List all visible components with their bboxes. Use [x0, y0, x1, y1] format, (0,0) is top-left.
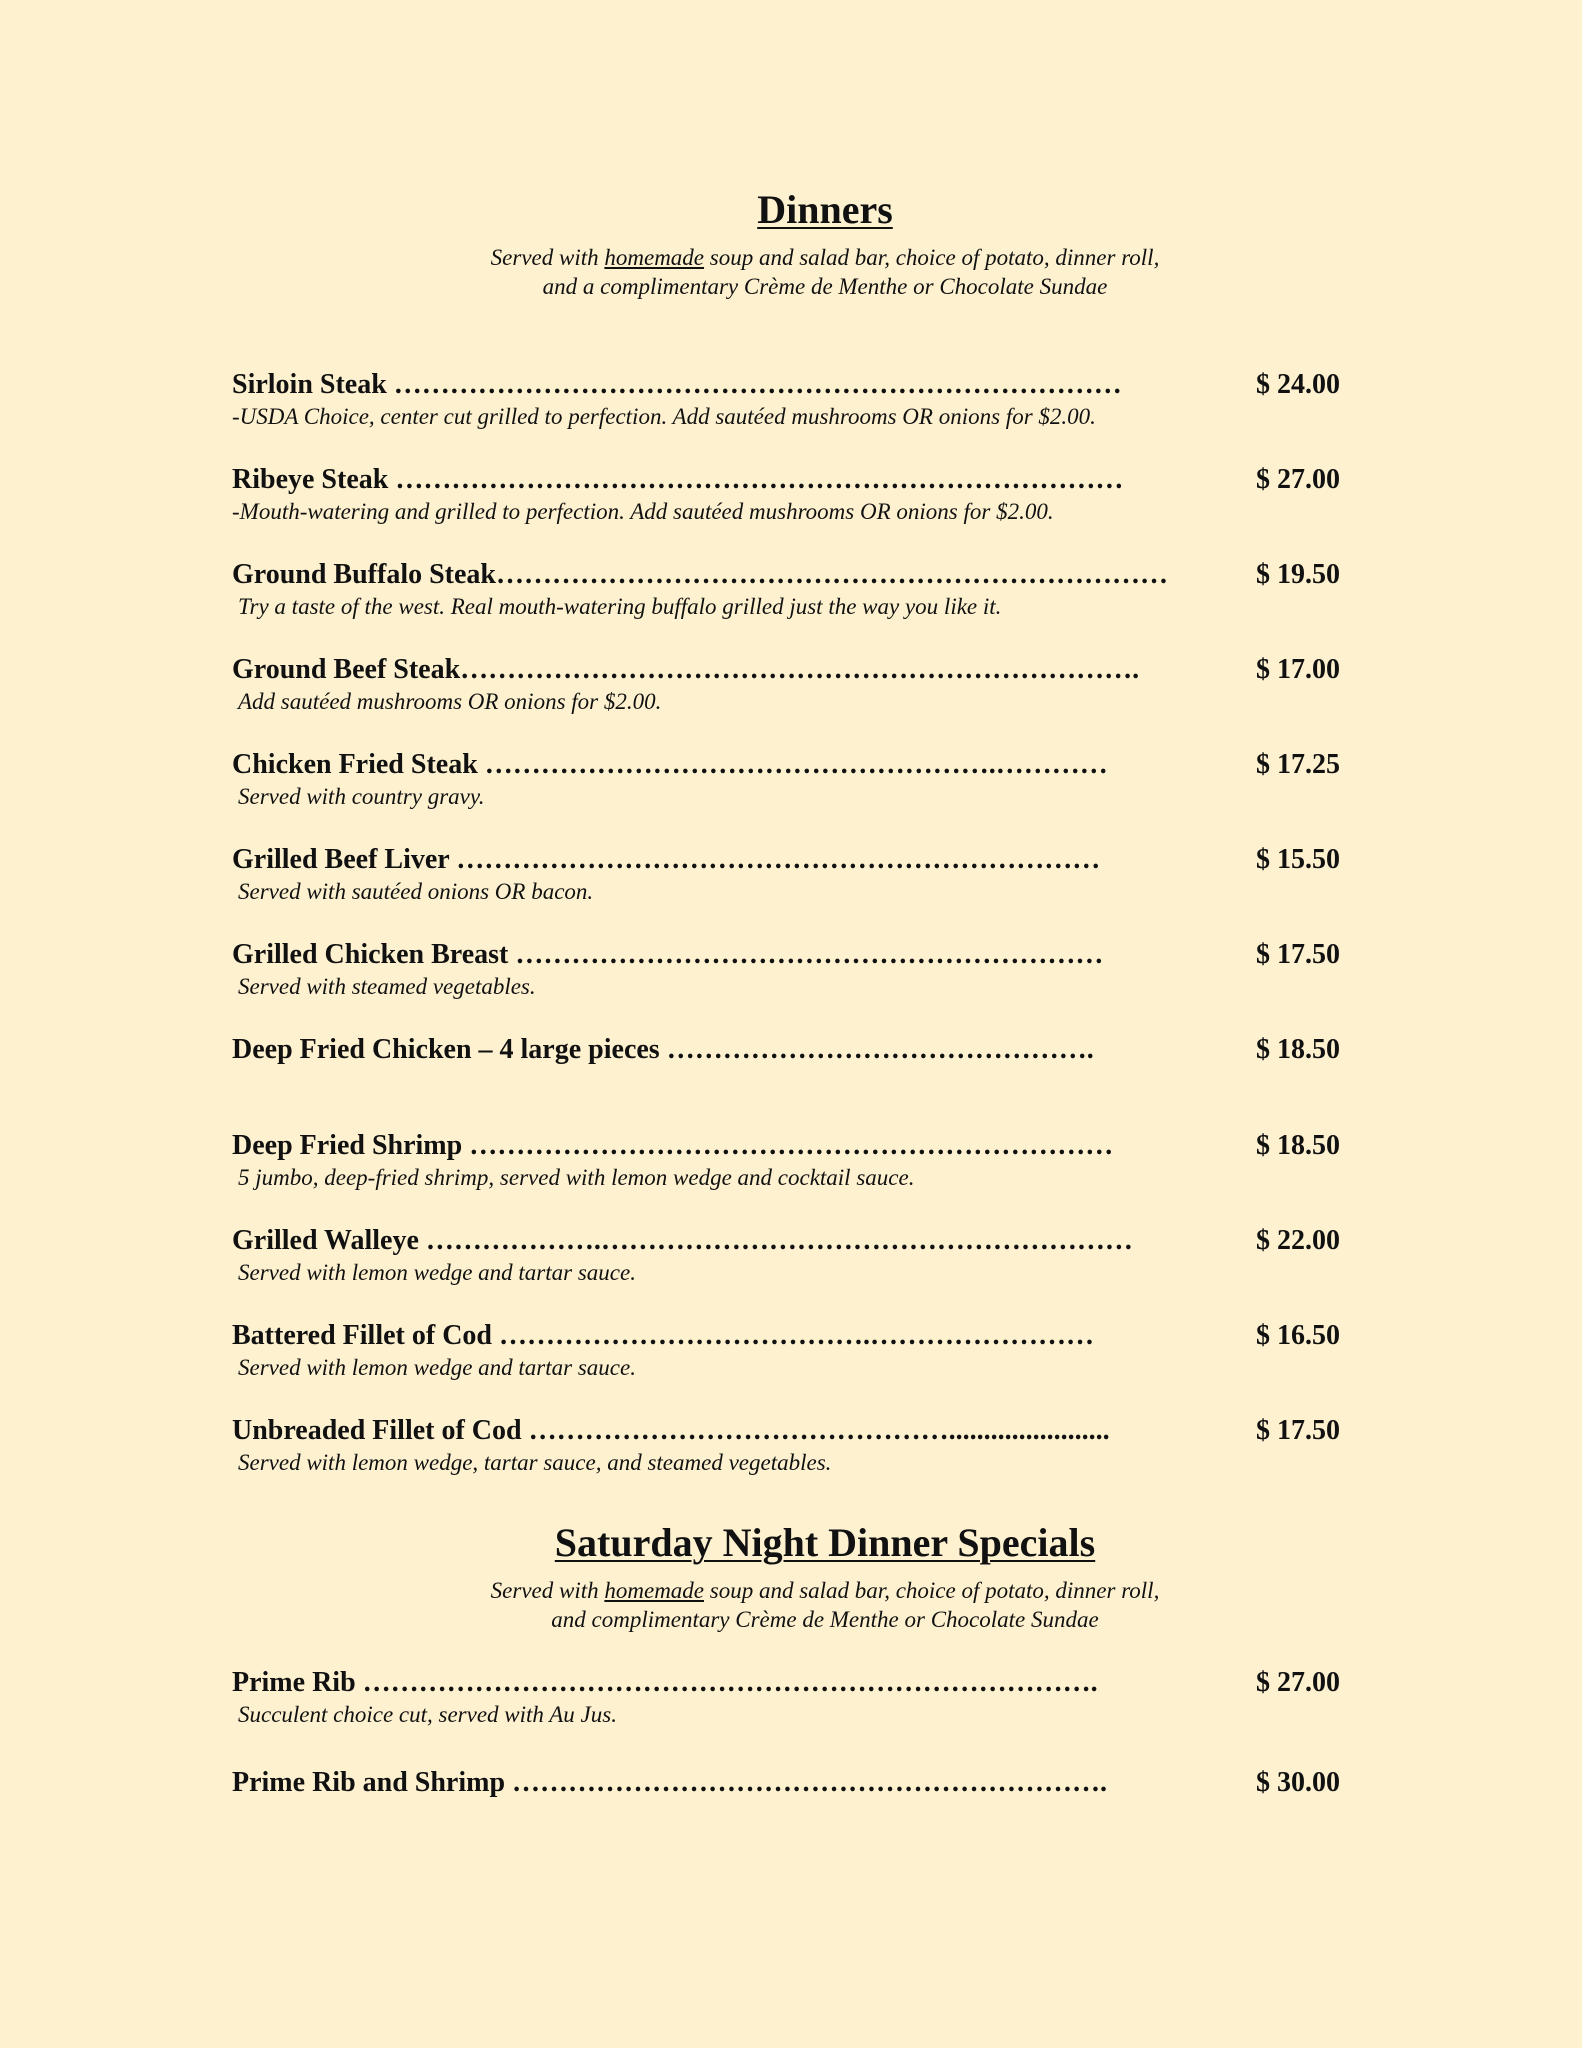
item-name: Ground Buffalo Steak………………………………………………………………	[232, 559, 1168, 590]
item-description: Succulent choice cut, served with Au Jus.	[238, 1702, 617, 1727]
dinners-subtitle-underlined: homemade	[604, 245, 705, 270]
item-price: $ 27.00	[1256, 1667, 1340, 1698]
item-name: Chicken Fried Steak ……………………………………………….…………	[232, 749, 1108, 780]
item-price: $ 30.00	[1256, 1767, 1340, 1798]
specials-subtitle-post: soup and salad bar, choice of potato, dinner roll,	[704, 1578, 1160, 1603]
item-description: Served with lemon wedge, tartar sauce, and steamed vegetables.	[238, 1450, 832, 1475]
specials-subtitle-pre: Served with	[490, 1578, 605, 1603]
item-price: $ 16.50	[1256, 1320, 1340, 1351]
item-description: Served with lemon wedge and tartar sauce.	[238, 1260, 636, 1285]
item-name: Unbreaded Fillet of Cod ……………………………………….......................	[232, 1415, 1110, 1446]
item-name: Ribeye Steak ……………………………………………………………………	[232, 464, 1124, 495]
specials-subtitle	[0, 1576, 1582, 1634]
item-name: Grilled Beef Liver ……………………………………………………………	[232, 844, 1101, 875]
item-name: Deep Fried Chicken – 4 large pieces ……………………………………….	[232, 1034, 1094, 1065]
item-name: Battered Fillet of Cod ………………………………….……………………	[232, 1320, 1094, 1351]
item-description: Try a taste of the west. Real mouth-watering buffalo grilled just the way you like it.	[238, 594, 1002, 619]
item-price: $ 17.50	[1256, 1415, 1340, 1446]
specials-subtitle-underlined: homemade	[604, 1578, 705, 1603]
item-name: Deep Fried Shrimp ……………………………………………………………	[232, 1130, 1114, 1161]
item-name: Ground Beef Steak……………………………………………………………….	[232, 654, 1140, 685]
dinners-subtitle-pre: Served with	[490, 245, 605, 270]
item-price: $ 18.50	[1256, 1034, 1340, 1065]
item-price: $ 17.25	[1256, 749, 1340, 780]
item-description: -USDA Choice, center cut grilled to perfection. Add sautéed mushrooms OR onions for $2.00.	[232, 404, 1096, 429]
item-description: Served with lemon wedge and tartar sauce.	[238, 1355, 636, 1380]
item-description: Add sautéed mushrooms OR onions for $2.00.	[238, 689, 662, 714]
dinners-subtitle	[0, 243, 1582, 301]
specials-title: Saturday Night Dinner Specials	[554, 1520, 1096, 1565]
item-description: -Mouth-watering and grilled to perfection. Add sautéed mushrooms OR onions for $2.00.	[232, 499, 1054, 524]
item-name: Grilled Walleye ……………….…………………………………………………	[232, 1225, 1133, 1256]
item-name: Prime Rib and Shrimp ……………………………………………………….	[232, 1767, 1108, 1798]
item-price: $ 15.50	[1256, 844, 1340, 875]
item-description: Served with steamed vegetables.	[238, 974, 536, 999]
item-name: Grilled Chicken Breast ………………………………………………………	[232, 939, 1104, 970]
item-price: $ 17.50	[1256, 939, 1340, 970]
item-price: $ 17.00	[1256, 654, 1340, 685]
item-description: Served with sautéed onions OR bacon.	[238, 879, 594, 904]
item-price: $ 24.00	[1256, 369, 1340, 400]
dinners-subtitle-line2: and a complimentary Crème de Menthe or Chocolate Sundae	[542, 274, 1108, 299]
item-name: Prime Rib …………………………………………………………………….	[232, 1667, 1098, 1698]
item-name: Sirloin Steak ……………………………………………………………………	[232, 369, 1122, 400]
dinners-title: Dinners	[757, 187, 893, 232]
item-description: 5 jumbo, deep-fried shrimp, served with lemon wedge and cocktail sauce.	[238, 1165, 915, 1190]
item-price: $ 27.00	[1256, 464, 1340, 495]
dinners-subtitle-post: soup and salad bar, choice of potato, dinner roll,	[704, 245, 1160, 270]
item-price: $ 19.50	[1256, 559, 1340, 590]
item-description: Served with country gravy.	[238, 784, 485, 809]
specials-subtitle-line2: and complimentary Crème de Menthe or Chocolate Sundae	[551, 1607, 1099, 1632]
item-price: $ 22.00	[1256, 1225, 1340, 1256]
item-price: $ 18.50	[1256, 1130, 1340, 1161]
